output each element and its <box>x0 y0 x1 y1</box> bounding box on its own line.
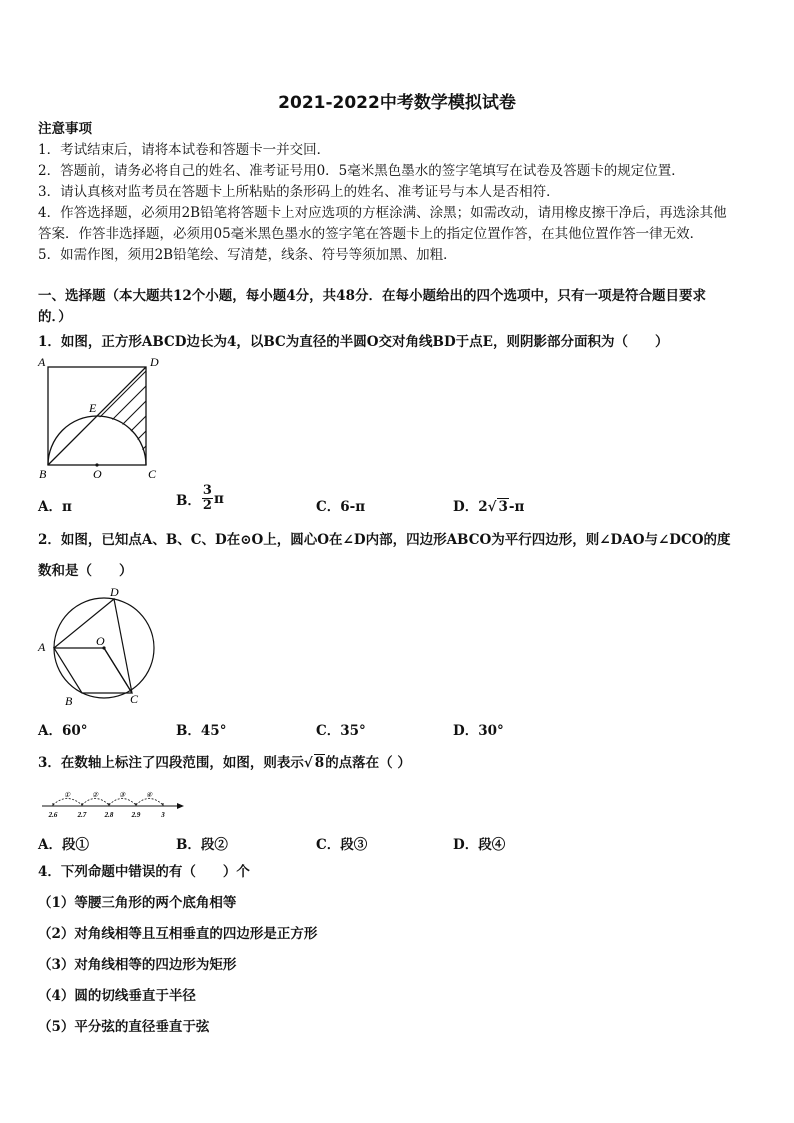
q3-stem-radicand: 8 <box>314 755 325 771</box>
q1-option-d-suffix: -π <box>508 499 525 515</box>
q2-option-a: A．60° <box>38 723 88 739</box>
q2-angle-d <box>54 599 132 693</box>
q3-tick-label: 2.9 <box>131 811 141 819</box>
q1-label-e: E <box>89 401 97 415</box>
page-title: 2021-2022中考数学模拟试卷 <box>278 93 516 113</box>
notice-item-1: 1．考试结束后，请将本试卷和答题卡一并交回． <box>38 142 331 158</box>
q1-option-b <box>176 484 224 513</box>
sqrt-sign-icon: √ <box>487 499 497 515</box>
q2-option-b: B．45° <box>176 723 227 739</box>
q3-tick-labels <box>48 811 166 819</box>
q1-option-b-prefix: B． <box>176 492 201 509</box>
q1-option-c: C．6-π <box>316 499 366 515</box>
arrow-right-icon <box>177 803 184 809</box>
section1-heading-cont: 的．） <box>38 309 72 325</box>
q4-stem: 4．下列命题中错误的有（ ）个 <box>38 864 250 880</box>
q3-option-b: B．段② <box>176 837 228 853</box>
q1-label-b: B <box>39 467 47 481</box>
q2-option-d: D．30° <box>453 723 504 739</box>
q1-label-a: A <box>38 356 46 369</box>
q2-figure <box>36 585 160 709</box>
q2-label-d: D <box>110 585 119 599</box>
q3-stem-prefix: 3．在数轴上标注了四段范围，如图，则表示 <box>38 755 304 771</box>
q3-segment-2: ② <box>91 791 99 799</box>
q2-label-a: A <box>38 640 46 654</box>
q3-tick-label: 2.7 <box>77 811 87 819</box>
q1-option-d-radicand: 3 <box>498 499 508 515</box>
q1-hatch <box>76 356 166 482</box>
q4-item-2: （2）对角线相等且互相垂直的四边形是正方形 <box>38 926 318 942</box>
q2-label-o: O <box>96 634 105 648</box>
q2-parallelogram <box>54 648 132 693</box>
q3-stem <box>38 755 411 771</box>
q3-option-d: D．段④ <box>453 837 506 853</box>
q1-label-c: C <box>148 467 157 481</box>
q3-segment-arcs <box>53 799 163 806</box>
q1-option-b-fraction <box>202 484 213 513</box>
notice-item-4: 4．作答选择题，必须用2B铅笔将答题卡上对应选项的方框涂满、涂黑；如需改动，请用橡皮擦干净后，再选涂其他 <box>38 205 727 221</box>
q2-stem-cont: 数和是（ ） <box>38 563 133 579</box>
q2-label-b: B <box>65 694 73 708</box>
q1-option-d-prefix: D．2 <box>453 499 488 515</box>
q1-label-d: D <box>150 356 159 369</box>
q3-number-line <box>40 788 186 820</box>
q4-item-3: （3）对角线相等的四边形为矩形 <box>38 957 237 973</box>
q2-stem: 2．如图，已知点A、B、C、D在⊙O上，圆心O在∠D内部，四边形ABCO为平行四边形，则∠DAO与∠DCO的度 <box>38 532 731 548</box>
q1-stem: 1．如图，正方形ABCD边长为4，以BC为直径的半圆O交对角线BD于点E，则阴影部分面积为（ ） <box>38 334 669 350</box>
q1-option-b-suffix: π <box>213 490 224 507</box>
notice-item-5: 5．如需作图，须用2B铅笔绘、写清楚，线条、符号等须加黑、加粗． <box>38 247 457 263</box>
q4-item-1: （1）等腰三角形的两个底角相等 <box>38 895 237 911</box>
q3-segment-1: ① <box>63 791 71 799</box>
q3-segment-4: ④ <box>145 791 153 799</box>
notice-item-4-cont: 答案．作答非选择题，必须用05毫米黑色墨水的签字笔在答题卡上的指定位置作答，在其他位置作答一律无效． <box>38 226 704 242</box>
q3-segment-3: ③ <box>118 791 126 799</box>
q4-item-4: （4）圆的切线垂直于半径 <box>38 988 196 1004</box>
q3-option-c: C．段③ <box>316 837 368 853</box>
q1-option-a: A．π <box>38 499 72 515</box>
q4-item-5: （5）平分弦的直径垂直于弦 <box>38 1019 210 1035</box>
q1-option-b-numerator: 3 <box>202 483 212 498</box>
q1-semicircle <box>48 416 146 465</box>
q1-option-d <box>453 495 524 515</box>
q3-tick-label: 2.8 <box>104 811 114 819</box>
q3-tick-label: 3 <box>161 811 165 819</box>
q1-option-b-denominator: 2 <box>202 498 212 513</box>
q3-segment-labels <box>64 791 153 799</box>
q1-figure <box>36 356 166 482</box>
notice-heading: 注意事项 <box>38 121 92 137</box>
sqrt-sign-icon: √ <box>303 755 313 771</box>
section1-heading: 一、选择题（本大题共12个小题，每小题4分，共48分．在每小题给出的四个选项中，只有一项是符合题目要求 <box>38 288 706 304</box>
q3-stem-suffix: 的点落在（ ） <box>325 755 411 771</box>
q1-label-o: O <box>93 467 102 481</box>
notice-item-3: 3．请认真核对监考员在答题卡上所粘贴的条形码上的姓名、准考证号与本人是否相符． <box>38 184 560 200</box>
q3-tick-label: 2.6 <box>48 811 58 819</box>
q2-label-c: C <box>130 692 139 706</box>
q2-option-c: C．35° <box>316 723 366 739</box>
q3-option-a: A．段① <box>38 837 89 853</box>
notice-item-2: 2．答题前，请务必将自己的姓名、准考证号用0．5毫米黑色墨水的签字笔填写在试卷及答题卡的规定位置． <box>38 163 685 179</box>
